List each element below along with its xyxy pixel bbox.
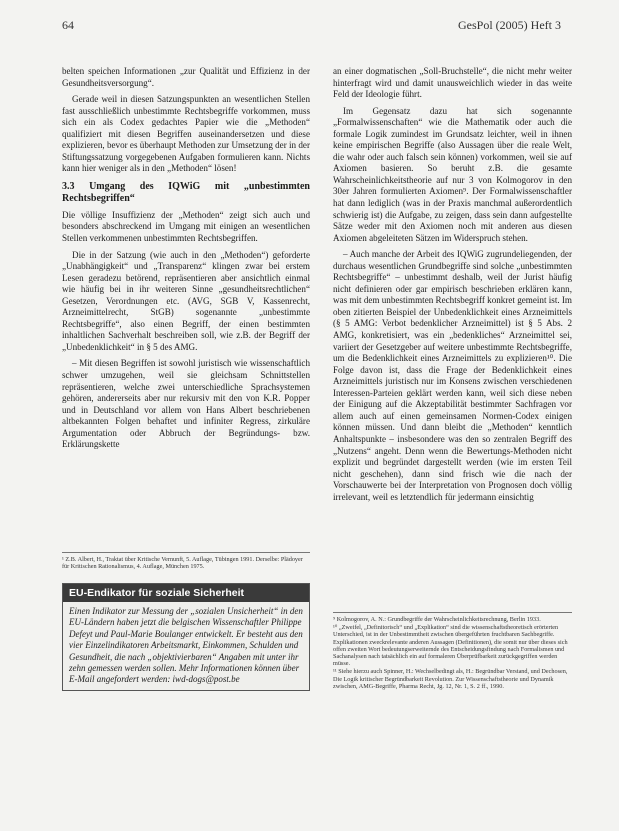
left-footnotes (62, 552, 310, 572)
info-box (62, 583, 310, 691)
left-paragraph-2: Gerade weil in diesen Satzungspunkten an wesentlichen Stellen fast ausschließlich unbestimmte Rechtsbegriffe vorkommen, muss sich ein als Codex gedachtes Papier wie die „Methoden“ qualifiziert mit diesen Begriffen auseinandersetzen und diese explizieren, bevor es überhaupt Methoden zur Umsetzung der in der Stiftungssatzung vorgegebenen Aufgaben formulieren kann. Nichts kann hier weniger als in den „Methoden“ lösen! (62, 94, 310, 174)
footnote: ¹⁰ „Zweifel, „Definitorisch“ und „Explikation“ sind die wissenschaftstheoretisch erörterten Unterschied, ist in der Unbestimmtheit zwischen übergeführten fruchtbaren Sachbegriffe. Explikationen zweckrelevante anderen Aussagen (Definitionen), die somit nur über dieses sich offen zweiten Wort bedeutungserweiternde des Entscheidungsfindung nach Formalismen und Sachanalysen nach tatsächlich ein auf formaleren Überprüfbarkeit zurückgegriffen werden müsse. (333, 624, 568, 668)
info-box-body: Einen Indikator zur Messung der „sozialen Unsicherheit“ in den EU-Ländern haben jetzt die belgischen Wissenschaftler Philippe Defeyt und Paul-Marie Boulanger entwickelt. Er besteht aus den vier Einzelindikatoren Arbeitsmarkt, Einkommen, Schulden und Gesundheit, die nach „objektivierbaren“ Angaben mit unter ihr zehn gemessen werden sollen. Mehr Informationen können über E-Mail angefordert werden: iwd-dogs@post.be (69, 606, 303, 685)
left-paragraph-5: – Mit diesen Begriffen ist sowohl juristisch wie wissenschaftlich schwer umzugehen, weil sie gleichsam Schnittstellen repräsentieren, welche zwei unterschiedliche Sprachsystemen gehören, andererseits aber nur rekursiv mit den von K.R. Popper und in Deutschland vor allem von Hans Albert beschriebenen altbekannten Folgen behaftet und infiniter Regress, zirkuläre Argumentation oder Abbruch der Begründungs- bzw. Erklärungskette (62, 358, 310, 450)
footnote: ⁹ Kolmogorov, A. N.: Grundbegriffe der Wahrscheinlichkeitsrechnung, Berlin 1933. (333, 616, 541, 623)
section-heading: 3.3 Umgang des IQWiG mit „unbestimmten Rechtsbegriffen“ (62, 180, 310, 204)
left-paragraph-3: Die völlige Insuffizienz der „Methoden“ zeigt sich auch und besonders abschreckend im Umgang mit einigen an wesentlichen Stellen verkommenen unbestimmten Rechtsbegriffen. (62, 209, 310, 244)
footnote: ¹ Z.B. Albert, H., Traktat über Kritische Vernunft, 5. Auflage, Tübingen 1991. Derselbe: Plädoyer für Kritischen Rationalismus, 4. Auflage, München 1975. (62, 556, 303, 571)
left-paragraph-4: Die in der Satzung (wie auch in den „Methoden“) geforderte „Unabhängigkeit“ und „Transparenz“ klingen zwar bei erstem Lesen geradezu betörend, repräsentieren aber ansichtlich einmal wie häufig bei in ihr weiteren Sinne „gesundheitsrechtlichen“ Gesetzen, Verordnungen etc. (AVG, SGB V, Kassenrecht, Arzneimittelrecht, StGB) sogenannte „unbestimmte Rechtsbegriffe“, also einen Begriff, der einen bestimmten inhaltlichen Sachverhalt beschreiben soll, wie z.B. der Begriff der „Unbedenklichkeit“ in § 5 des AMG. (62, 249, 310, 352)
footnote: ¹¹ Siehe hierzu auch Spinner, H.: Wechselbedingt als, H.: Begründbar Verstand, und Dechosen, Die Logik kritischer Begründbarkeit Revolution. Zur Wissenschaftstheorie und Dynamik zwischen, AMG-Begriffe, Pharma Recht, Jg. 12, Nr. 1, S. 2 ff., 1990. (333, 668, 568, 690)
right-column (333, 66, 572, 508)
left-paragraph-1: belten speichen Informationen „zur Qualität und Effizienz in der Gesundheitsversorgung“. (62, 66, 310, 88)
right-paragraph-3: – Auch manche der Arbeit des IQWiG zugrundeliegenden, der durchaus wesentlichen Grundbegriffe sind solche „unbestimmten Rechtsbegriffe“ – unbestimmt deshalb, weil der Jurist häufig nicht definieren oder gar empirisch beschrieben erklären kann, was mit dem unbestimmten Rechtsbegriff konkret gemeint ist. Im oben zitierten Beispiel der Unbedenklichkeit eines Arzneimittels (§ 5 AMG: Verbot bedenklicher Arzneimittel) ist § 5 Abs. 2 AMG, konkretisiert, was ein „bedenkliches“ Arzneimittel sei, variiert der Gesetzgeber auf weitere unbestimmte Rechtsbegriffe, um die Bedenklichkeit eines Arzneimittels zu explizieren¹⁰. Die Folge davon ist, dass die Frage der Bedenklichkeit eines Arzneimittels juristisch nur im Konsens zwischen verschiedenen Interessen-Parteien geklärt werden kann, weil sich diese neben der Einigung auf die Akzeptabilität bestimmter Sachfragen vor allem auch auf einen gemeinsamen Normen-Codex einigen können müssen. Und dann bleibt die „Methoden“ kenntlich Anhaltspunkte – insbesondere was den so zentralen Begriff des „Nutzens“ angeht. Denn wenn die Bewertungs-Methoden nicht explizit und begründet dargestellt werden (wie im ersten Teil nicht geschehen), dann sind frisch wie die nach der Vorschauwerte bei der Interpretation von Prognosen doch völlig irrelevant, weil es letztendlich für jedermann einsichtig (333, 249, 573, 502)
info-box-title: EU-Endikator für soziale Sicherheit (63, 584, 309, 602)
left-column (62, 66, 310, 456)
right-paragraph-2: Im Gegensatz dazu hat sich sogenannte „Formalwissenschaften“ wie die Mathematik oder auch die formale Logik zumindest im Grundsatz leichter, weil in ihnen keine empirischen Begriffe (also Aussagen über die reale Welt, die wahr oder auch falsch sein können) vorkommen, weil sie auf Axiomen basieren. So beruht z.B. die gesamte Wahrscheinlichkeitstheorie auf nur 3 von Kolmogorov in den 30er Jahren formulierten Axiomen⁹. Der Formalwissenschaftler hat dann lediglich (was in der Praxis manchmal außerordentlich schwierig ist) die Aufgabe, zu zeigen, dass sein dann aufgestellte Sätze weder mit den Axiomen noch mit anderen aus diesen Axiomen abgeleiteten Sätzen im Widerspruch stehen. (333, 105, 572, 243)
right-footnotes (333, 612, 572, 691)
page-number: 64 (62, 18, 74, 32)
right-paragraph-1: an einer dogmatischen „Soll-Bruchstelle“, die nicht mehr weiter hinterfragt wird und damit unausweichlich wieder in das weite Feld der Ideologie führt. (333, 66, 572, 100)
journal-header: GesPol (2005) Heft 3 (458, 18, 561, 32)
